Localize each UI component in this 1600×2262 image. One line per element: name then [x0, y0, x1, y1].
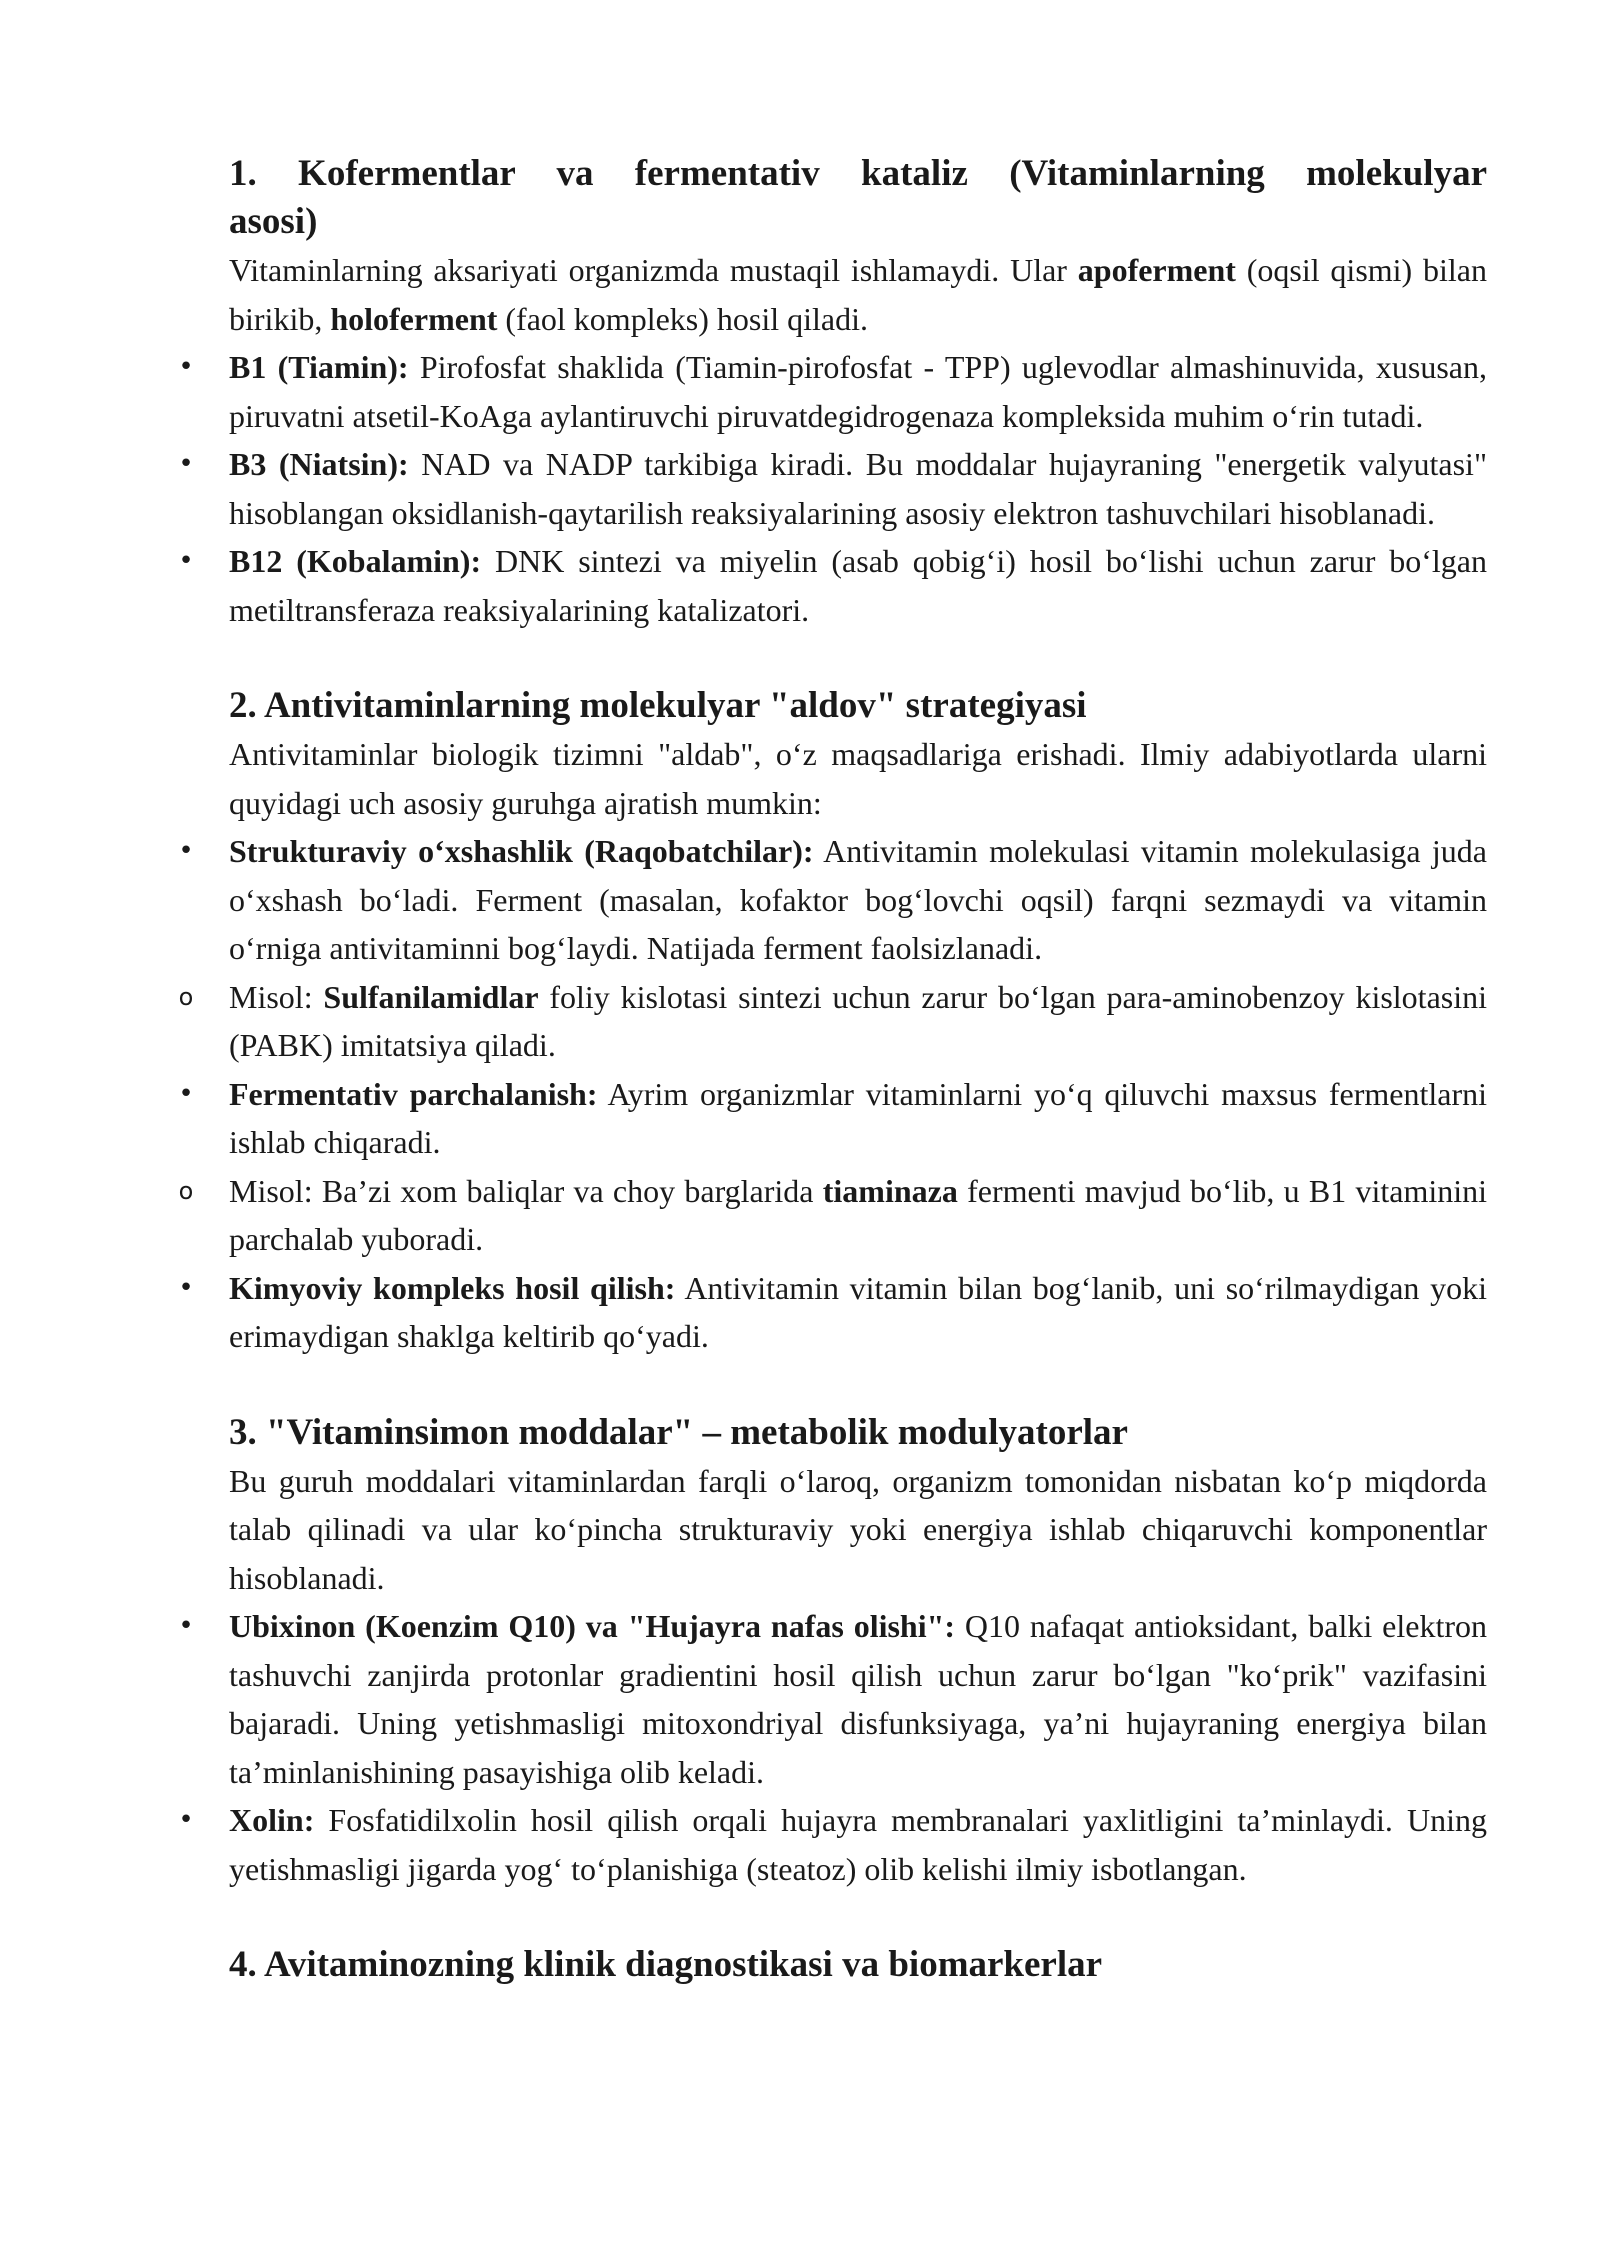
document-body: [178, 150, 1488, 1989]
bullet-marker: •: [178, 836, 194, 866]
intro-text: (faol kompleks) hosil qiladi.: [497, 300, 868, 337]
item-term: Strukturaviy o‘xshashlik (Raqobatchilar):: [229, 833, 814, 869]
term-apoferment: apoferment: [1077, 252, 1236, 288]
term-holoferment: holoferment: [330, 300, 498, 337]
item-term: Fermentativ parchalanish:: [229, 1075, 598, 1112]
sub-bullet-marker: o: [178, 982, 194, 1011]
intro-text: Vitaminlarning aksariyati organizmda mustaqil ishlamaydi. Ular: [229, 252, 1078, 288]
sub-item-sulfanilamid: [178, 973, 1488, 1070]
item-text: foliy kislotasi sintezi uchun zarur bo‘lgan para-aminobenzoy kislotasini (PABK) imitatsiya qiladi.: [229, 978, 1488, 1063]
section-4-heading: 4. Avitaminozning klinik diagnostikasi va biomarkerlar: [229, 1944, 1103, 1985]
section-2-intro: Antivitaminlar biologik tizimni "aldab", o‘z maqsadlariga erishadi. Ilmiy adabiyotlarda ularni quyidagi uch asosiy guruhga ajratish mumkin:: [229, 736, 1487, 821]
item-term: tiaminaza: [822, 1172, 958, 1209]
item-term: Kimyoviy kompleks hosil qilish:: [229, 1269, 676, 1306]
list-item-kimyoviy: [178, 1264, 1487, 1361]
item-term: Xolin:: [229, 1802, 315, 1838]
item-text: Pirofosfat shaklida (Tiamin-pirofosfat - TPP) uglevodlar almashinuvida, xususan, piruvatni atsetil-KoAga aylantiruvchi piruvatdegidrogenaza kompleksida muhim o‘rin tutadi.: [229, 349, 1488, 434]
section-gap: [229, 1361, 1487, 1409]
bullet-marker: •: [178, 352, 194, 382]
section-2-heading: 2. Antivitaminlarning molekulyar "aldov" strategiyasi: [229, 685, 1087, 726]
item-text: DNK sintezi va miyelin (asab qobig‘i) hosil bo‘lishi uchun zarur bo‘lgan metiltransferaza reaksiyalarining katalizatori.: [229, 543, 1488, 628]
item-term: B12 (Kobalamin):: [229, 543, 482, 579]
intro-text: (oqsil qismi) bilan birikib,: [229, 252, 1488, 337]
item-term: B3 (Niatsin):: [229, 446, 409, 482]
item-term: B1 (Tiamin):: [229, 349, 409, 385]
bullet-marker: •: [178, 1611, 194, 1641]
section-3-intro: Bu guruh moddalari vitaminlardan farqli o‘laroq, organizm tomonidan nisbatan ko‘p miqdorda talab qilinadi va ular ko‘pincha strukturaviy yoki energiya ishlab chiqaruvchi komponentlar hisoblanadi.: [229, 1462, 1487, 1596]
list-item-ubixinon: [178, 1602, 1487, 1796]
section-3-heading: 3. "Vitaminsimon moddalar" – metabolik modulyatorlar: [229, 1411, 1128, 1453]
list-item-b12: [178, 537, 1488, 634]
item-text: Ayrim organizmlar vitaminlarni yo‘q qiluvchi maxsus fermentlarni ishlab chiqaradi.: [229, 1075, 1488, 1160]
section-gap: [229, 1893, 1487, 1941]
list-item-xolin: [178, 1796, 1487, 1893]
sub-item-tiaminaza: [178, 1167, 1488, 1264]
item-text: Misol:: [229, 978, 324, 1015]
list-item-fermentativ: [178, 1070, 1488, 1167]
bullet-marker: •: [178, 1272, 194, 1303]
bullet-marker: •: [178, 1078, 194, 1109]
list-item-b1: [178, 343, 1488, 440]
bullet-marker: •: [178, 1805, 194, 1835]
item-text: fermenti mavjud bo‘lib, u B1 vitaminini parchalab yuboradi.: [229, 1172, 1488, 1257]
bullet-marker: •: [178, 449, 194, 479]
item-text: NAD va NADP tarkibiga kiradi. Bu moddalar hujayraning "energetik valyutasi" hisoblangan oksidlanish-qaytarilish reaksiyalarining asosiy elektron tashuvchilari hisoblanadi.: [229, 446, 1488, 531]
item-text: Misol: Ba’zi xom baliqlar va choy barglarida: [229, 1172, 823, 1209]
section-1-intro: [229, 246, 1487, 343]
item-term: Ubixinon (Koenzim Q10) va "Hujayra nafas olishi":: [229, 1608, 956, 1644]
section-1-heading: 1. Kofermentlar va fermentativ kataliz (Vitaminlarning molekulyar asosi): [229, 153, 1487, 242]
item-text: Antivitamin vitamin bilan bog‘lanib, uni so‘rilmaydigan yoki erimaydigan shaklga keltirib qo‘yadi.: [229, 1269, 1487, 1354]
section-gap: [229, 634, 1487, 682]
item-text: Fosfatidilxolin hosil qilish orqali hujayra membranalari yaxlitligini ta’minlaydi. Uning yetishmasligi jigarda yog‘ to‘planishiga (steatoz) olib kelishi ilmiy isbotlangan.: [229, 1802, 1487, 1887]
sub-bullet-marker: o: [178, 1176, 194, 1205]
item-term: Sulfanilamidlar: [323, 978, 539, 1015]
list-item-b3: [178, 440, 1488, 537]
item-text: Q10 nafaqat antioksidant, balki elektron tashuvchi zanjirda protonlar gradientini hosil qilish uchun zarur bo‘lgan "ko‘prik" vazifasini bajaradi. Uning yetishmasligi mitoxondriyal disfunksiyaga, ya’ni hujayraning energiya bilan ta’minlanishining pasayishiga olib keladi.: [229, 1608, 1487, 1790]
bullet-marker: •: [178, 546, 194, 576]
item-text: Antivitamin molekulasi vitamin molekulasiga juda o‘xshash bo‘ladi. Ferment (masalan, kofaktor bog‘lovchi oqsil) farqni sezmaydi va vitamin o‘rniga antivitaminni bog‘laydi. Natijada ferment faolsizlanadi.: [229, 833, 1488, 966]
list-item-strukturaviy: [178, 827, 1488, 973]
